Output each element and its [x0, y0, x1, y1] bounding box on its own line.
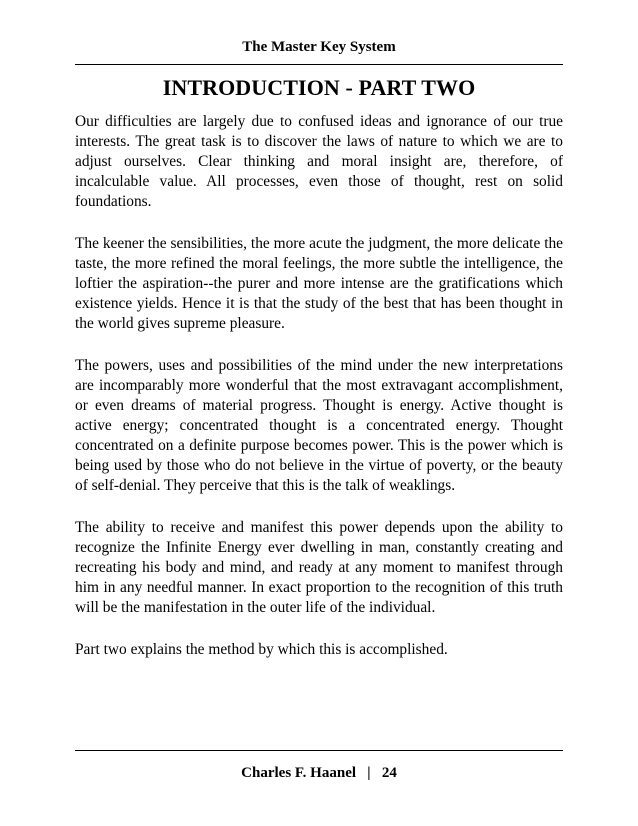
page-footer	[75, 764, 563, 782]
footer-author: Charles F. Haanel	[241, 765, 357, 781]
header-divider	[75, 64, 563, 65]
paragraph: Part two explains the method by which this is accomplished.	[75, 641, 448, 658]
body-text	[75, 112, 563, 682]
running-header: The Master Key System	[242, 39, 396, 55]
paragraph: The ability to receive and manifest this power depends upon the ability to recognize the Infinite Energy ever dwelling in man, constantly creating and recreating his body and mind, and ready at any moment to manifest through him in any needful manner. In exact proportion to the recognition of this truth will be the manifestation in the outer life of the individual.	[75, 519, 563, 616]
paragraph: Our difficulties are largely due to confused ideas and ignorance of our true interests. The great task is to discover the laws of nature to which we are to adjust ourselves. Clear thinking and moral insight are, therefore, of incalculable value. All processes, even those of thought, rest on solid foundations.	[75, 113, 563, 210]
page-number: 24	[381, 765, 397, 781]
paragraph: The powers, uses and possibilities of the mind under the new interpretations are incomparably more wonderful that the most extravagant accomplishment, or even dreams of material progress. Thought is energy. Active thought is active energy; concentrated thought is a concentrated energy. Thought concentrated on a definite purpose becomes power. This is the power which is being used by those who do not believe in the virtue of poverty, or the beauty of self-denial. They perceive that this is the talk of weaklings.	[75, 357, 563, 494]
footer-separator: |	[367, 765, 371, 781]
paragraph: The keener the sensibilities, the more acute the judgment, the more delicate the taste, the more refined the moral feelings, the more subtle the intelligence, the loftier the aspiration--the purer and more intense are the gratifications which existence yields. Hence it is that the study of the best that has been thought in the world gives supreme pleasure.	[75, 235, 563, 332]
chapter-title: INTRODUCTION - PART TWO	[162, 75, 476, 100]
footer-divider	[75, 750, 563, 751]
